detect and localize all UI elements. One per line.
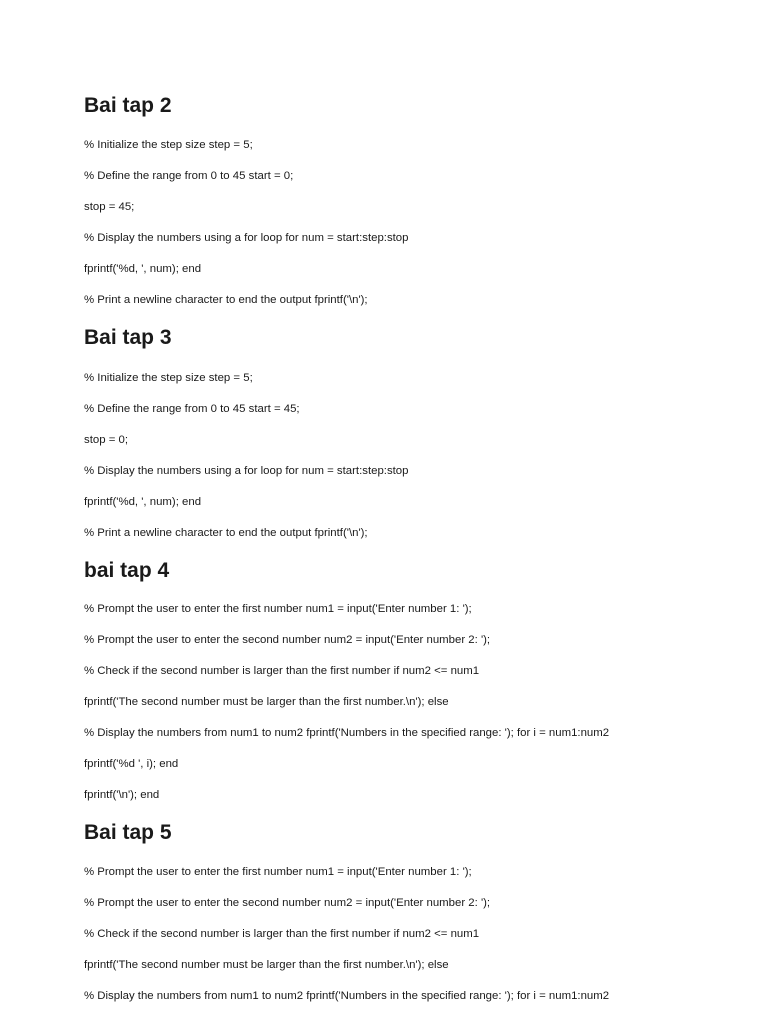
code-line: fprintf('\n'); end <box>84 789 160 801</box>
code-line: % Prompt the user to enter the first number num1 = input('Enter number 1: '); <box>84 866 472 878</box>
code-line: % Initialize the step size step = 5; <box>84 372 253 384</box>
code-line: % Define the range from 0 to 45 start = 0; <box>84 170 294 182</box>
code-line: % Check if the second number is larger than the first number if num2 <= num1 <box>84 665 480 677</box>
code-line: % Display the numbers from num1 to num2 fprintf('Numbers in the specified range: '); for i = num1:num2 <box>84 990 610 1002</box>
section-heading: Bai tap 3 <box>84 326 172 349</box>
code-line: % Initialize the step size step = 5; <box>84 139 253 151</box>
code-line: % Print a newline character to end the output fprintf('\n'); <box>84 294 368 306</box>
code-line: % Define the range from 0 to 45 start = 45; <box>84 403 300 415</box>
code-line: % Prompt the user to enter the first number num1 = input('Enter number 1: '); <box>84 603 472 615</box>
code-line: fprintf('%d ', i); end <box>84 758 179 770</box>
section-heading: Bai tap 2 <box>84 94 172 117</box>
code-line: fprintf('%d, ', num); end <box>84 263 202 275</box>
section-heading: bai tap 4 <box>84 559 170 582</box>
code-line: stop = 45; <box>84 201 135 213</box>
code-line: % Display the numbers using a for loop for num = start:step:stop <box>84 232 409 244</box>
code-line: % Prompt the user to enter the second number num2 = input('Enter number 2: '); <box>84 897 491 909</box>
code-line: % Prompt the user to enter the second number num2 = input('Enter number 2: '); <box>84 634 491 646</box>
code-line: fprintf('The second number must be larger than the first number.\n'); else <box>84 959 449 971</box>
code-line: fprintf('The second number must be larger than the first number.\n'); else <box>84 696 449 708</box>
section-heading: Bai tap 5 <box>84 821 172 844</box>
code-line: % Check if the second number is larger than the first number if num2 <= num1 <box>84 928 480 940</box>
code-line: % Print a newline character to end the output fprintf('\n'); <box>84 527 368 539</box>
code-line: % Display the numbers using a for loop for num = start:step:stop <box>84 465 409 477</box>
code-line: fprintf('%d, ', num); end <box>84 496 202 508</box>
code-line: % Display the numbers from num1 to num2 fprintf('Numbers in the specified range: '); for i = num1:num2 <box>84 727 610 739</box>
code-line: stop = 0; <box>84 434 129 446</box>
